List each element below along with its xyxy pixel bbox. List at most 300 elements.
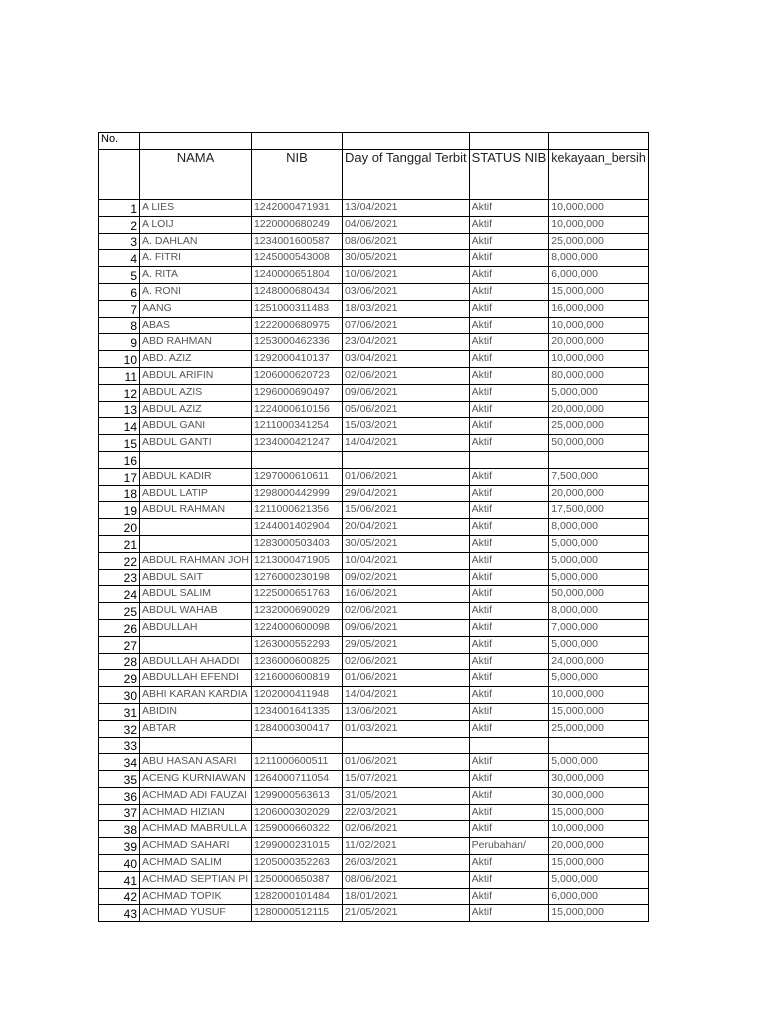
row-number: 25 (99, 603, 140, 620)
cell-nib: 1259000660322 (251, 821, 342, 838)
cell-status: Aktif (469, 603, 549, 620)
table-row (99, 787, 649, 804)
cell-date: 03/04/2021 (342, 351, 469, 368)
cell-status: Aktif (469, 787, 549, 804)
table-row (99, 384, 649, 401)
cell-kekayaan (549, 737, 649, 754)
cell-date: 05/06/2021 (342, 401, 469, 418)
cell-nib: 1205000352263 (251, 855, 342, 872)
cell-nib: 1283000503403 (251, 535, 342, 552)
cell-status: Aktif (469, 687, 549, 704)
row-number: 41 (99, 871, 140, 888)
cell-nama (140, 737, 252, 754)
row-number: 31 (99, 703, 140, 720)
cell-nama: ABTAR (140, 720, 252, 737)
cell-kekayaan: 24,000,000 (549, 653, 649, 670)
cell-date: 10/04/2021 (342, 552, 469, 569)
cell-nama: ABIDIN (140, 703, 252, 720)
cell-date: 14/04/2021 (342, 687, 469, 704)
table-row (99, 670, 649, 687)
header-status: STATUS NIB (469, 150, 549, 200)
cell-status: Aktif (469, 771, 549, 788)
cell-kekayaan: 5,000,000 (549, 754, 649, 771)
cell-date: 21/05/2021 (342, 905, 469, 922)
cell-nib: 1248000680434 (251, 283, 342, 300)
cell-nama: ACHMAD MABRULLA (140, 821, 252, 838)
cell-date: 01/06/2021 (342, 670, 469, 687)
table-row (99, 737, 649, 754)
cell-kekayaan: 5,000,000 (549, 535, 649, 552)
cell-kekayaan: 10,000,000 (549, 216, 649, 233)
table-row (99, 401, 649, 418)
cell-kekayaan: 8,000,000 (549, 519, 649, 536)
table-row (99, 905, 649, 922)
cell-kekayaan: 5,000,000 (549, 552, 649, 569)
cell-date: 02/06/2021 (342, 821, 469, 838)
table-row (99, 720, 649, 737)
cell-nib: 1240000651804 (251, 267, 342, 284)
table-row (99, 535, 649, 552)
cell-kekayaan: 25,000,000 (549, 720, 649, 737)
cell-status: Aktif (469, 485, 549, 502)
cell-status: Aktif (469, 804, 549, 821)
cell-date: 22/03/2021 (342, 804, 469, 821)
table-row (99, 283, 649, 300)
table-row (99, 418, 649, 435)
row-number: 40 (99, 855, 140, 872)
table-row (99, 888, 649, 905)
cell-nama: ACENG KURNIAWAN (140, 771, 252, 788)
cell-status: Aktif (469, 502, 549, 519)
header-day: Day of Tanggal Terbit (342, 150, 469, 200)
cell-kekayaan: 20,000,000 (549, 334, 649, 351)
cell-nama: A. FITRI (140, 250, 252, 267)
cell-date: 14/04/2021 (342, 435, 469, 452)
row-number: 15 (99, 435, 140, 452)
cell-nama: AANG (140, 300, 252, 317)
row-number: 39 (99, 838, 140, 855)
cell-date: 09/02/2021 (342, 569, 469, 586)
cell-nib (251, 451, 342, 468)
row-number: 38 (99, 821, 140, 838)
cell-kekayaan: 15,000,000 (549, 804, 649, 821)
row-number: 14 (99, 418, 140, 435)
table-row (99, 233, 649, 250)
cell-kekayaan: 50,000,000 (549, 586, 649, 603)
table-row (99, 468, 649, 485)
cell-status: Aktif (469, 552, 549, 569)
cell-kekayaan: 20,000,000 (549, 838, 649, 855)
cell-status: Aktif (469, 855, 549, 872)
table-row (99, 367, 649, 384)
cell-date (342, 451, 469, 468)
cell-nib: 1282000101484 (251, 888, 342, 905)
cell-status: Aktif (469, 754, 549, 771)
cell-nib: 1220000680249 (251, 216, 342, 233)
header-row-top (99, 133, 649, 150)
cell-nama (140, 519, 252, 536)
cell-status: Aktif (469, 267, 549, 284)
cell-date: 18/01/2021 (342, 888, 469, 905)
cell-nama: ABDULLAH AHADDI (140, 653, 252, 670)
cell-nama: ABDUL KADIR (140, 468, 252, 485)
cell-kekayaan: 5,000,000 (549, 636, 649, 653)
cell-nib: 1202000411948 (251, 687, 342, 704)
table-row (99, 216, 649, 233)
cell-kekayaan: 10,000,000 (549, 351, 649, 368)
cell-kekayaan: 10,000,000 (549, 821, 649, 838)
row-number: 32 (99, 720, 140, 737)
cell-nama: ABDUL ARIFIN (140, 367, 252, 384)
cell-date: 13/06/2021 (342, 703, 469, 720)
cell-kekayaan: 15,000,000 (549, 703, 649, 720)
cell-nib: 1263000552293 (251, 636, 342, 653)
header-kekayaan: kekayaan_bersih (549, 150, 649, 200)
cell-nib: 1251000311483 (251, 300, 342, 317)
row-number: 26 (99, 619, 140, 636)
table-row (99, 300, 649, 317)
table-row (99, 821, 649, 838)
cell-kekayaan: 6,000,000 (549, 888, 649, 905)
cell-nama (140, 636, 252, 653)
cell-nama: ABD RAHMAN (140, 334, 252, 351)
cell-nama: ABDUL GANI (140, 418, 252, 435)
cell-date: 15/07/2021 (342, 771, 469, 788)
table-row (99, 619, 649, 636)
cell-kekayaan: 15,000,000 (549, 855, 649, 872)
row-number: 18 (99, 485, 140, 502)
row-number: 9 (99, 334, 140, 351)
table-row (99, 552, 649, 569)
cell-status: Aktif (469, 569, 549, 586)
cell-nib: 1250000650387 (251, 871, 342, 888)
row-number: 35 (99, 771, 140, 788)
cell-kekayaan: 5,000,000 (549, 670, 649, 687)
cell-status: Perubahan/ (469, 838, 549, 855)
table-row (99, 485, 649, 502)
cell-date: 01/06/2021 (342, 468, 469, 485)
cell-status: Aktif (469, 317, 549, 334)
row-number: 19 (99, 502, 140, 519)
cell-nib: 1253000462336 (251, 334, 342, 351)
cell-kekayaan: 17,500,000 (549, 502, 649, 519)
cell-nib: 1299000231015 (251, 838, 342, 855)
table-row (99, 200, 649, 217)
cell-status: Aktif (469, 653, 549, 670)
cell-status: Aktif (469, 367, 549, 384)
table-row (99, 351, 649, 368)
cell-kekayaan: 10,000,000 (549, 317, 649, 334)
cell-kekayaan: 16,000,000 (549, 300, 649, 317)
cell-status: Aktif (469, 670, 549, 687)
cell-nama: ACHMAD ADI FAUZAI (140, 787, 252, 804)
cell-nib: 1264000711054 (251, 771, 342, 788)
cell-date: 29/04/2021 (342, 485, 469, 502)
cell-nama: ABDUL RAHMAN (140, 502, 252, 519)
cell-kekayaan: 15,000,000 (549, 905, 649, 922)
table-row (99, 502, 649, 519)
cell-nib: 1224000600098 (251, 619, 342, 636)
cell-date: 09/06/2021 (342, 619, 469, 636)
row-number: 29 (99, 670, 140, 687)
cell-nib: 1298000442999 (251, 485, 342, 502)
cell-date: 15/03/2021 (342, 418, 469, 435)
cell-nama: A. DAHLAN (140, 233, 252, 250)
row-number: 6 (99, 283, 140, 300)
cell-nib: 1299000563613 (251, 787, 342, 804)
cell-nama: ABU HASAN ASARI (140, 754, 252, 771)
row-number: 27 (99, 636, 140, 653)
cell-date: 01/03/2021 (342, 720, 469, 737)
table-row (99, 435, 649, 452)
cell-nib: 1244001402904 (251, 519, 342, 536)
cell-date: 29/05/2021 (342, 636, 469, 653)
cell-date (342, 737, 469, 754)
cell-nib: 1211000341254 (251, 418, 342, 435)
cell-nama: ACHMAD SAHARI (140, 838, 252, 855)
header-no: No. (99, 133, 140, 150)
cell-kekayaan: 50,000,000 (549, 435, 649, 452)
cell-nib: 1222000680975 (251, 317, 342, 334)
cell-status: Aktif (469, 216, 549, 233)
cell-nama: A LIES (140, 200, 252, 217)
table-row (99, 586, 649, 603)
table-row (99, 603, 649, 620)
cell-nama: ABDUL SALIM (140, 586, 252, 603)
cell-kekayaan: 5,000,000 (549, 871, 649, 888)
cell-nama: ABAS (140, 317, 252, 334)
cell-nib: 1234001600587 (251, 233, 342, 250)
header-row (99, 150, 649, 200)
cell-nama: ABDULLAH (140, 619, 252, 636)
row-number: 8 (99, 317, 140, 334)
cell-date: 18/03/2021 (342, 300, 469, 317)
cell-date: 30/05/2021 (342, 535, 469, 552)
table-row (99, 871, 649, 888)
cell-status: Aktif (469, 401, 549, 418)
table-row (99, 855, 649, 872)
row-number: 33 (99, 737, 140, 754)
cell-kekayaan: 5,000,000 (549, 569, 649, 586)
table-row (99, 317, 649, 334)
cell-nama: ABD. AZIZ (140, 351, 252, 368)
cell-status: Aktif (469, 586, 549, 603)
row-number: 2 (99, 216, 140, 233)
cell-nib: 1213000471905 (251, 552, 342, 569)
row-number: 3 (99, 233, 140, 250)
table-row (99, 519, 649, 536)
cell-status: Aktif (469, 871, 549, 888)
cell-kekayaan: 8,000,000 (549, 603, 649, 620)
row-number: 20 (99, 519, 140, 536)
row-number: 28 (99, 653, 140, 670)
table-row (99, 636, 649, 653)
cell-nib: 1280000512115 (251, 905, 342, 922)
cell-nib: 1284000300417 (251, 720, 342, 737)
cell-status: Aktif (469, 418, 549, 435)
cell-status: Aktif (469, 250, 549, 267)
cell-date: 31/05/2021 (342, 787, 469, 804)
cell-status: Aktif (469, 905, 549, 922)
cell-nama: ACHMAD YUSUF (140, 905, 252, 922)
cell-nama: ABDUL AZIZ (140, 401, 252, 418)
cell-date: 02/06/2021 (342, 367, 469, 384)
cell-nama: ABDULLAH EFENDI (140, 670, 252, 687)
cell-kekayaan: 7,500,000 (549, 468, 649, 485)
cell-nama (140, 535, 252, 552)
cell-status: Aktif (469, 888, 549, 905)
table-row (99, 804, 649, 821)
cell-nama: ABHI KARAN KARDIA (140, 687, 252, 704)
cell-date: 04/06/2021 (342, 216, 469, 233)
cell-date: 16/06/2021 (342, 586, 469, 603)
cell-nama: ABDUL GANTI (140, 435, 252, 452)
cell-nama: A LOIJ (140, 216, 252, 233)
cell-nama: ACHMAD SEPTIAN PI (140, 871, 252, 888)
cell-nib: 1206000620723 (251, 367, 342, 384)
table-row (99, 267, 649, 284)
row-number: 30 (99, 687, 140, 704)
cell-kekayaan: 5,000,000 (549, 384, 649, 401)
cell-kekayaan: 7,000,000 (549, 619, 649, 636)
cell-date: 09/06/2021 (342, 384, 469, 401)
cell-status: Aktif (469, 200, 549, 217)
cell-nib: 1211000600511 (251, 754, 342, 771)
row-number: 17 (99, 468, 140, 485)
cell-status: Aktif (469, 384, 549, 401)
table-row (99, 451, 649, 468)
cell-nib (251, 737, 342, 754)
table-row (99, 250, 649, 267)
row-number: 11 (99, 367, 140, 384)
cell-date: 01/06/2021 (342, 754, 469, 771)
cell-nib: 1236000600825 (251, 653, 342, 670)
row-number: 24 (99, 586, 140, 603)
cell-date: 13/04/2021 (342, 200, 469, 217)
row-number: 7 (99, 300, 140, 317)
cell-nama: A. RONI (140, 283, 252, 300)
cell-kekayaan: 15,000,000 (549, 283, 649, 300)
cell-kekayaan: 8,000,000 (549, 250, 649, 267)
cell-nib: 1234001641335 (251, 703, 342, 720)
row-number: 5 (99, 267, 140, 284)
cell-nib: 1211000621356 (251, 502, 342, 519)
cell-date: 07/06/2021 (342, 317, 469, 334)
table-row (99, 838, 649, 855)
row-number: 16 (99, 451, 140, 468)
cell-nama: ABDUL WAHAB (140, 603, 252, 620)
cell-nama: A. RITA (140, 267, 252, 284)
row-number: 12 (99, 384, 140, 401)
cell-nib: 1297000610611 (251, 468, 342, 485)
cell-date: 08/06/2021 (342, 233, 469, 250)
cell-kekayaan: 30,000,000 (549, 771, 649, 788)
cell-date: 26/03/2021 (342, 855, 469, 872)
table-row (99, 653, 649, 670)
cell-kekayaan: 30,000,000 (549, 787, 649, 804)
cell-status: Aktif (469, 821, 549, 838)
cell-date: 10/06/2021 (342, 267, 469, 284)
row-number: 36 (99, 787, 140, 804)
cell-date: 02/06/2021 (342, 653, 469, 670)
cell-status: Aktif (469, 636, 549, 653)
table-row (99, 687, 649, 704)
cell-kekayaan: 6,000,000 (549, 267, 649, 284)
cell-nib: 1234000421247 (251, 435, 342, 452)
cell-status: Aktif (469, 720, 549, 737)
table-row (99, 754, 649, 771)
cell-kekayaan: 20,000,000 (549, 485, 649, 502)
cell-kekayaan: 25,000,000 (549, 418, 649, 435)
cell-status: Aktif (469, 435, 549, 452)
cell-nama: ABDUL SAIT (140, 569, 252, 586)
cell-date: 11/02/2021 (342, 838, 469, 855)
cell-nib: 1206000302029 (251, 804, 342, 821)
cell-nib: 1225000651763 (251, 586, 342, 603)
cell-status: Aktif (469, 535, 549, 552)
cell-nama: ACHMAD TOPIK (140, 888, 252, 905)
header-nib: NIB (251, 150, 342, 200)
row-number: 21 (99, 535, 140, 552)
cell-kekayaan: 80,000,000 (549, 367, 649, 384)
cell-status: Aktif (469, 283, 549, 300)
row-number: 1 (99, 200, 140, 217)
table-row (99, 771, 649, 788)
cell-nama: ABDUL AZIS (140, 384, 252, 401)
row-number: 13 (99, 401, 140, 418)
row-number: 37 (99, 804, 140, 821)
cell-date: 15/06/2021 (342, 502, 469, 519)
cell-kekayaan: 25,000,000 (549, 233, 649, 250)
row-number: 43 (99, 905, 140, 922)
cell-nib: 1216000600819 (251, 670, 342, 687)
cell-status: Aktif (469, 468, 549, 485)
cell-nama: ABDUL LATIP (140, 485, 252, 502)
cell-status: Aktif (469, 233, 549, 250)
table-row (99, 334, 649, 351)
cell-nama: ACHMAD HIZIAN (140, 804, 252, 821)
cell-kekayaan (549, 451, 649, 468)
header-nama: NAMA (140, 150, 252, 200)
cell-status: Aktif (469, 351, 549, 368)
cell-status: Aktif (469, 334, 549, 351)
cell-nib: 1296000690497 (251, 384, 342, 401)
cell-status (469, 451, 549, 468)
cell-date: 30/05/2021 (342, 250, 469, 267)
cell-date: 02/06/2021 (342, 603, 469, 620)
cell-nama (140, 451, 252, 468)
cell-nib: 1232000690029 (251, 603, 342, 620)
cell-date: 08/06/2021 (342, 871, 469, 888)
cell-nib: 1245000543008 (251, 250, 342, 267)
cell-date: 20/04/2021 (342, 519, 469, 536)
row-number: 4 (99, 250, 140, 267)
cell-status: Aktif (469, 519, 549, 536)
cell-nib: 1276000230198 (251, 569, 342, 586)
row-number: 42 (99, 888, 140, 905)
row-number: 34 (99, 754, 140, 771)
cell-status: Aktif (469, 619, 549, 636)
cell-nib: 1224000610156 (251, 401, 342, 418)
table-row (99, 703, 649, 720)
data-table (98, 132, 649, 922)
cell-nib: 1292000410137 (251, 351, 342, 368)
cell-nama: ABDUL RAHMAN JOH (140, 552, 252, 569)
cell-date: 23/04/2021 (342, 334, 469, 351)
cell-date: 03/06/2021 (342, 283, 469, 300)
cell-status (469, 737, 549, 754)
cell-status: Aktif (469, 703, 549, 720)
